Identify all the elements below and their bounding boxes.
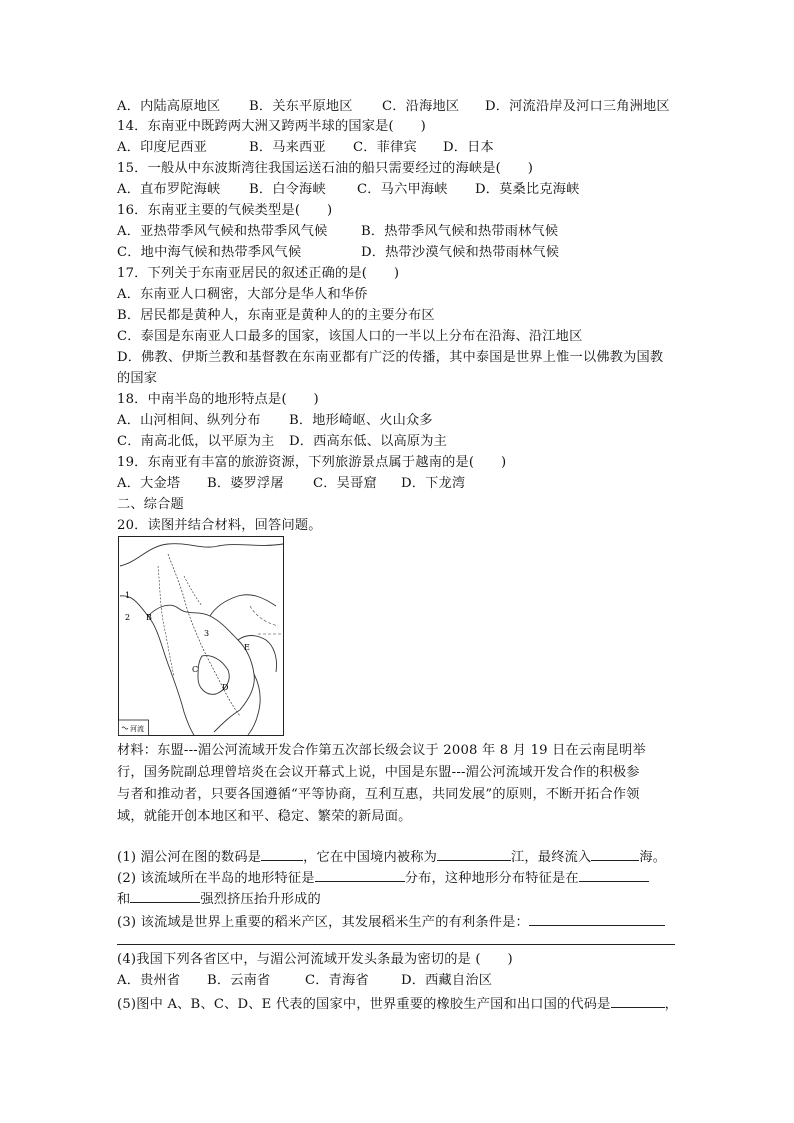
q14-stem: 14．东南亚中既跨两大洲又跨两半球的国家是( )	[117, 119, 427, 134]
q14-option-b: B．马来西亚	[249, 140, 326, 155]
q15-option-b: B．白令海峡	[249, 182, 326, 197]
sub5-comma: ，	[664, 997, 678, 1012]
material-line-4: 域，就能开创本地区和平、稳定、繁荣的新局面。	[117, 809, 412, 824]
q17-option-a: A．东南亚人口稠密，大部分是华人和华侨	[117, 287, 368, 302]
q16-option-a: A．亚热带季风气候和热带季风气候	[117, 224, 328, 239]
q19-option-a: A．大金塔	[117, 476, 181, 491]
q18-option-d: D．西高东低、以高原为主	[289, 434, 448, 449]
q14-option-d: D．日本	[443, 140, 494, 155]
sub1-text-d: 海。	[639, 850, 667, 865]
q20-sub4-stem: (4)我国下列各省区中，与湄公河流域开发头条最为密切的是 ( )	[117, 952, 513, 967]
map-legend-label: 河流	[130, 725, 144, 733]
q13-option-a: A．内陆高原地区	[117, 99, 221, 114]
sub1-text-b: ，它在中国境内被称为	[303, 850, 438, 865]
q20-sub2-line1	[117, 867, 649, 889]
q16-option-d: D．热带沙漠气候和热带雨林气候	[361, 245, 560, 260]
map-label-c: C	[192, 665, 199, 674]
q17-option-b: B．居民都是黄种人，东南亚是黄种人的的主要分布区	[117, 308, 435, 323]
q13-option-b: B．关东平原地区	[249, 99, 353, 114]
q15-option-d: D．莫桑比克海峡	[475, 182, 580, 197]
map-legend	[119, 720, 149, 736]
sub4-option-d: D．西藏自治区	[401, 973, 493, 988]
answer-blank-rubber-country[interactable]	[611, 993, 665, 1008]
section-heading: 二、综合题	[117, 497, 184, 512]
sub1-text-a: (1) 湄公河在图的数码是	[117, 850, 262, 865]
q18-option-c: C．南高北低，以平原为主	[117, 434, 275, 449]
sub4-option-c: C．青海省	[305, 973, 369, 988]
q16-option-c: C．地中海气候和热带季风气候	[117, 245, 302, 260]
q17-stem: 17．下列关于东南亚居民的叙述正确的是( )	[117, 266, 400, 281]
sub2-text-c: 和	[117, 892, 131, 907]
q20-sub1	[117, 846, 666, 868]
q19-option-c: C．吴哥窟	[313, 476, 377, 491]
answer-blank-plate-2[interactable]	[130, 888, 200, 903]
answer-blank-plate-1[interactable]	[579, 867, 649, 882]
answer-line-rice-conditions[interactable]	[117, 944, 675, 945]
q20-sub3	[117, 911, 665, 933]
sub2-text-a: (2) 该流域所在半岛的地形特征是	[117, 871, 315, 886]
q20-stem: 20．读图并结合材料，回答问题。	[117, 518, 322, 533]
q18-option-b: B．地形崎岖、火山众多	[289, 413, 433, 428]
q14-option-c: C．菲律宾	[353, 140, 417, 155]
sub2-text-b: 分布，这种地形分布特征是在	[404, 871, 579, 886]
map-label-1: 1	[125, 591, 131, 600]
q19-stem: 19．东南亚有丰富的旅游资源，下列旅游景点属于越南的是( )	[117, 455, 507, 470]
q19-option-d: D．下龙湾	[401, 476, 466, 491]
sub1-text-c: 江，最终流入	[511, 850, 592, 865]
q20-sub5	[117, 993, 678, 1015]
material-line-3: 与者和推动者，只要各国遵循“平等协商，互利互惠，共同发展”的原则，不断开拓合作领	[117, 787, 640, 802]
material-line-2: 行，国务院副总理曾培炎在会议开幕式上说，中国是东盟---湄公河流域开发合作的积极参	[117, 765, 640, 780]
map-label-b: B	[146, 613, 152, 622]
mekong-basin-map	[118, 536, 284, 736]
map-label-2: 2	[125, 613, 131, 622]
answer-blank-rice-conditions[interactable]	[529, 911, 665, 926]
answer-blank-terrain[interactable]	[315, 867, 405, 882]
q13-option-d: D．河流沿岸及河口三角洲地区	[485, 99, 670, 114]
sub2-text-d: 强烈挤压抬升形成的	[200, 892, 321, 907]
answer-blank-sea[interactable]	[591, 846, 639, 861]
q20-sub2-line2	[117, 888, 321, 910]
q13-option-c: C．沿海地区	[382, 99, 460, 114]
sub3-text: (3) 该流域是世界上重要的稻米产区，其发展稻米生产的有利条件是：	[117, 915, 529, 930]
q18-stem: 18．中南半岛的地形特点是( )	[117, 392, 319, 407]
q18-option-a: A．山河相间、纵列分布	[117, 413, 261, 428]
q14-option-a: A．印度尼西亚	[117, 140, 208, 155]
answer-blank-river-number[interactable]	[261, 846, 303, 861]
q15-option-a: A．直布罗陀海峡	[117, 182, 221, 197]
q17-option-d: D．佛教、伊斯兰教和基督教在东南亚都有广泛的传播，其中泰国是世界上惟一以佛教为国教	[117, 350, 664, 365]
sub5-text: (5)图中 A、B、C、D、E 代表的国家中，世界重要的橡胶生产国和出口国的代码是	[117, 997, 611, 1012]
answer-blank-chinese-name[interactable]	[437, 846, 511, 861]
q19-option-b: B．婆罗浮屠	[207, 476, 284, 491]
sub4-option-a: A．贵州省	[117, 973, 181, 988]
material-line-1: 材料：东盟---湄公河流域开发合作第五次部长级会议于 2008 年 8 月 19 日在云南昆明举	[117, 743, 646, 758]
map-label-d: D	[222, 683, 229, 692]
map-label-3: 3	[204, 629, 210, 638]
q15-stem: 15．一般从中东波斯湾往我国运送石油的船只需要经过的海峡是( )	[117, 161, 534, 176]
q16-stem: 16．东南亚主要的气候类型是( )	[117, 203, 333, 218]
q17-option-c: C．泰国是东南亚人口最多的国家，该国人口的一半以上分布在沿海、沿江地区	[117, 329, 583, 344]
map-label-e: E	[244, 643, 250, 652]
q17-option-d-continued: 的国家	[117, 371, 158, 386]
q16-option-b: B．热带季风气候和热带雨林气候	[361, 224, 559, 239]
q15-option-c: C．马六甲海峡	[357, 182, 448, 197]
sub4-option-b: B．云南省	[207, 973, 271, 988]
